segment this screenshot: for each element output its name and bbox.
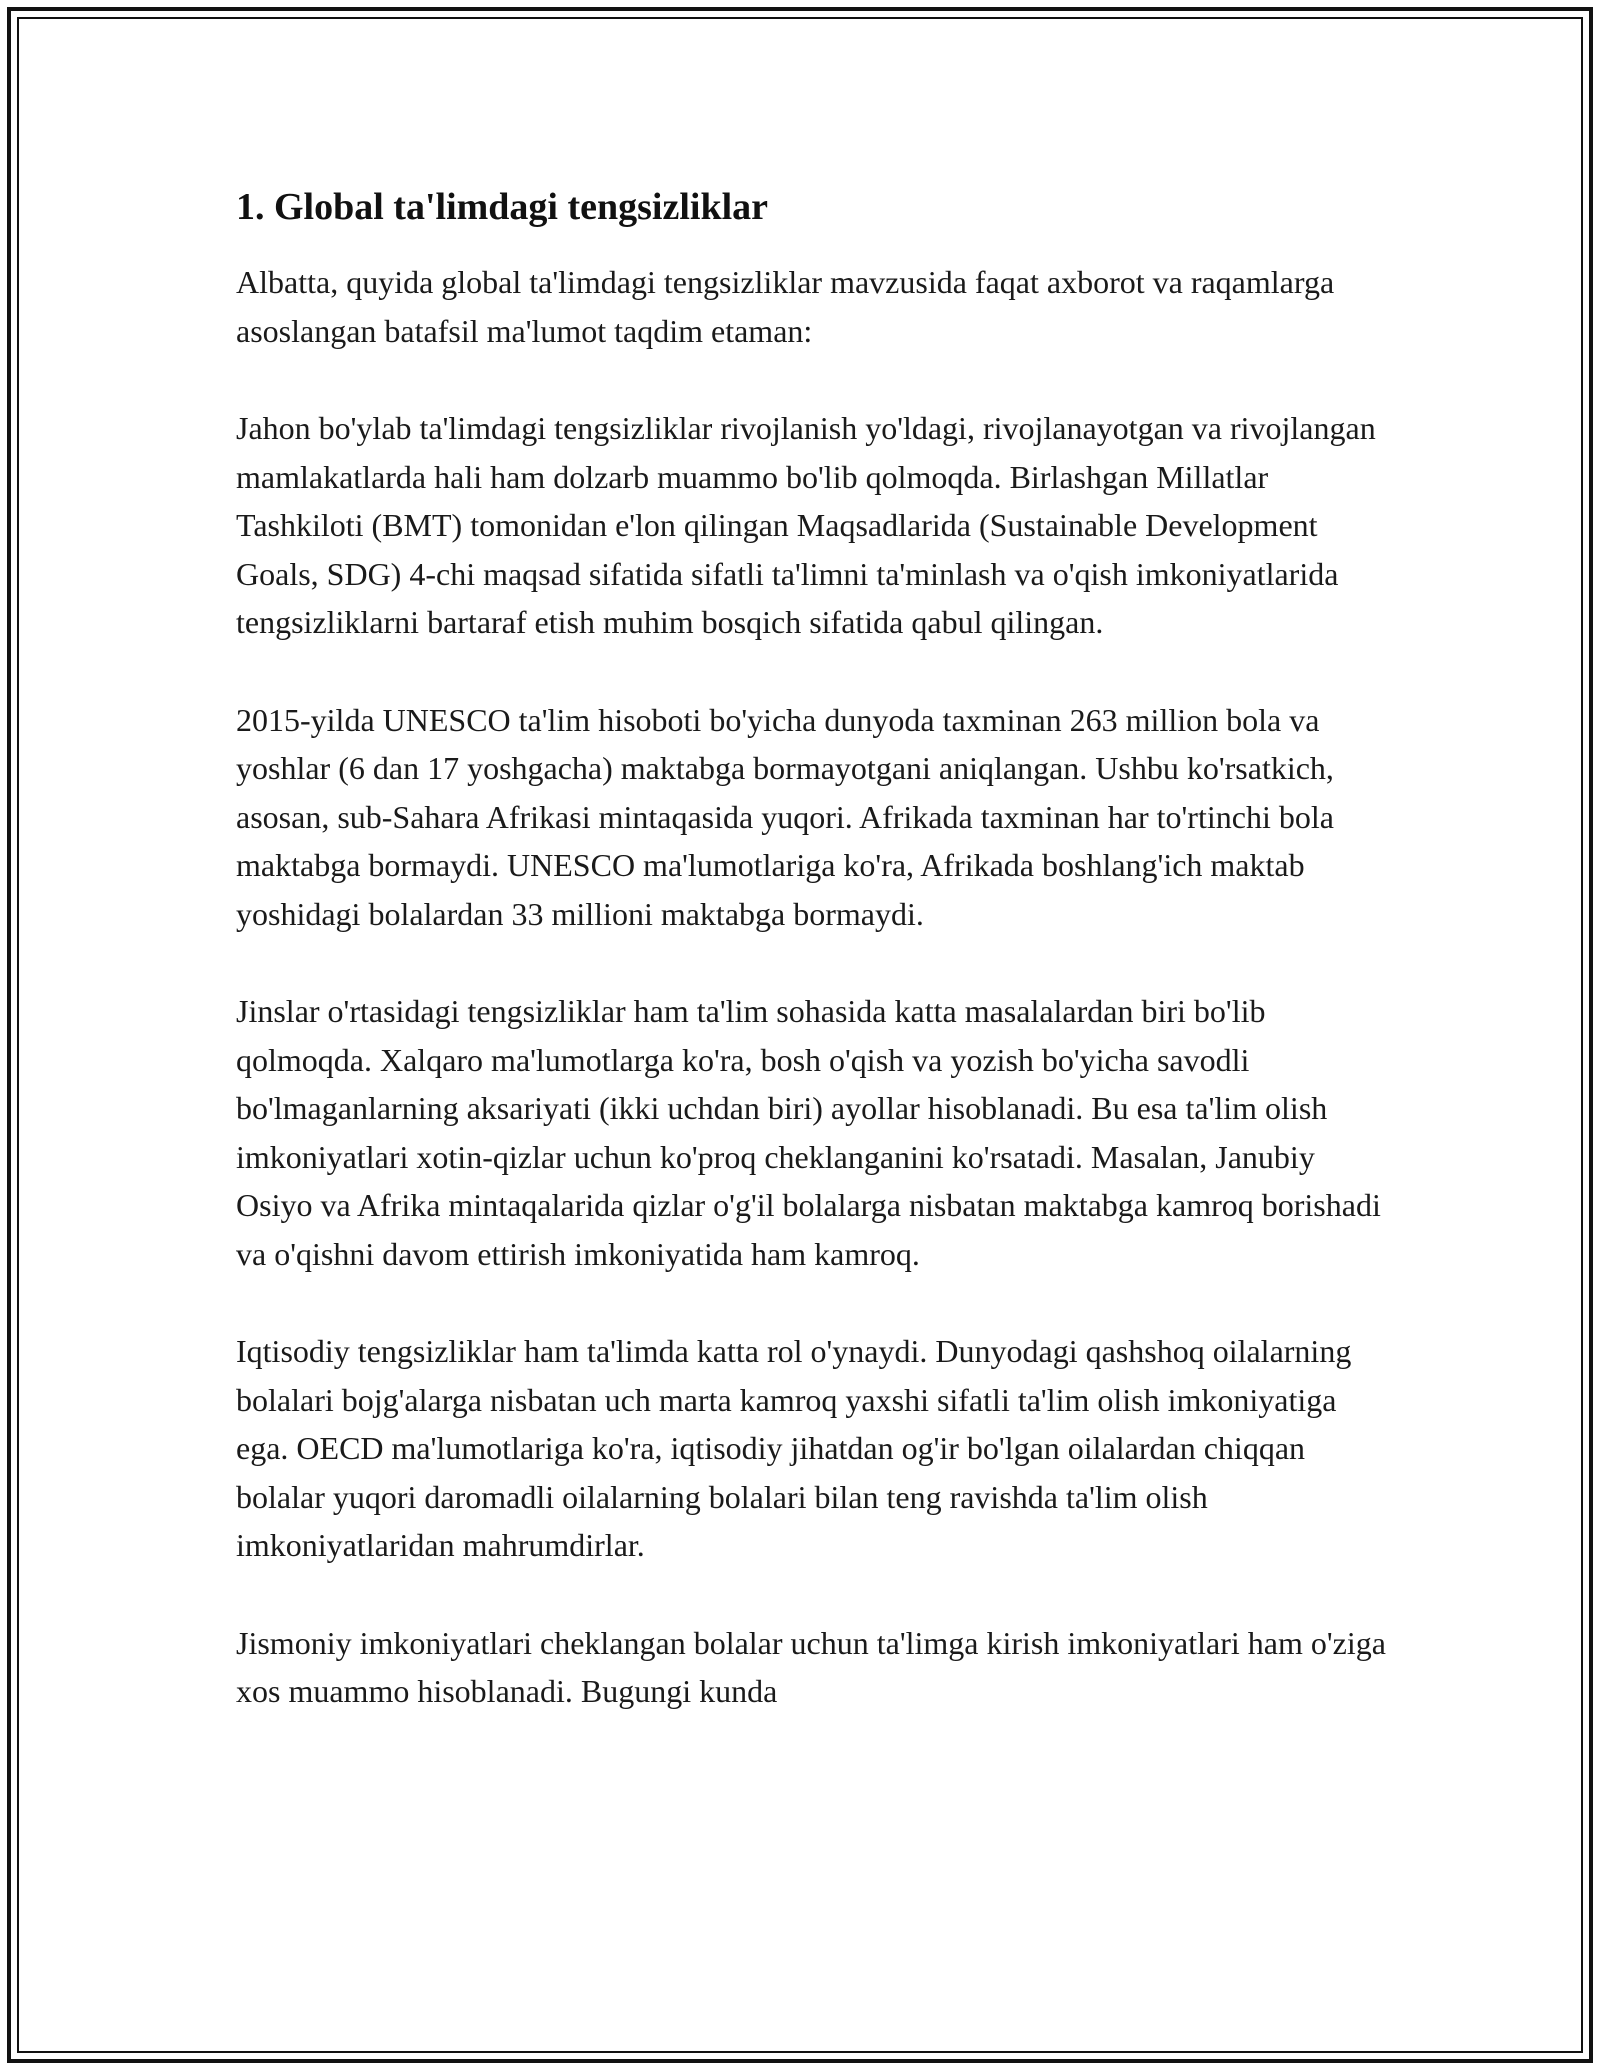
paragraph-gender: Jinslar o'rtasidagi tengsizliklar ham ta'lim sohasida katta masalalardan biri bo'lib qolmoqda. Xalqaro ma'lumotlarga ko'ra, bosh o'qish va yozish bo'yicha savodli bo'lmaganlarning aksariyati (ikki uchdan biri) ayollar hisoblanadi. Bu esa ta'lim olish imkoniyatlari xotin-qizlar uchun ko'proq cheklanganini ko'rsatadi. Masalan, Janubiy Osiyo va Afrika mintaqalarida qizlar o'g'il bolalarga nisbatan maktabga kamroq borishadi va o'qishni davom ettirish imkoniyatida ham kamroq.	[236, 993, 1381, 1272]
paragraph-disability: Jismoniy imkoniyatlari cheklangan bolalar uchun ta'limga kirish imkoniyatlari ham o'ziga xos muammo hisoblanadi. Bugungi kunda	[236, 1624, 1386, 1709]
section-heading: 1. Global ta'limdagi tengsizliklar	[236, 186, 769, 228]
document-body	[236, 182, 1386, 1765]
paragraph-intro: Albatta, quyida global ta'limdagi tengsizliklar mavzusida faqat axborot va raqamlarga asoslangan batafsil ma'lumot taqdim etaman:	[236, 264, 1335, 349]
paragraph-sdg: Jahon bo'ylab ta'limdagi tengsizliklar rivojlanish yo'ldagi, rivojlanayotgan va rivojlangan mamlakatlarda hali ham dolzarb muammo bo'lib qolmoqda. Birlashgan Millatlar Tashkiloti (BMT) tomonidan e'lon qilingan Maqsadlarida (Sustainable Development Goals, SDG) 4-chi maqsad sifatida sifatli ta'limni ta'minlash va o'qish imkoniyatlarida tengsizliklarni bartaraf etish muhim bosqich sifatida qabul qilingan.	[236, 410, 1376, 640]
paragraph-economic: Iqtisodiy tengsizliklar ham ta'limda katta rol o'ynaydi. Dunyodagi qashshoq oilalarning bolalari bojg'alarga nisbatan uch marta kamroq yaxshi sifatli ta'lim olish imkoniyatiga ega. OECD ma'lumotlariga ko'ra, iqtisodiy jihatdan og'ir bo'lgan oilalardan chiqqan bolalar yuqori daromadli oilalarning bolalari bilan teng ravishda ta'lim olish imkoniyatlaridan mahrumdirlar.	[236, 1333, 1352, 1563]
paragraph-unesco: 2015-yilda UNESCO ta'lim hisoboti bo'yicha dunyoda taxminan 263 million bola va yoshlar (6 dan 17 yoshgacha) maktabga bormayotgani aniqlangan. Ushbu ko'rsatkich, asosan, sub-Sahara Afrikasi mintaqasida yuqori. Afrikada taxminan har to'rtinchi bola maktabga bormaydi. UNESCO ma'lumotlariga ko'ra, Afrikada boshlang'ich maktab yoshidagi bolalardan 33 millioni maktabga bormaydi.	[236, 701, 1334, 932]
